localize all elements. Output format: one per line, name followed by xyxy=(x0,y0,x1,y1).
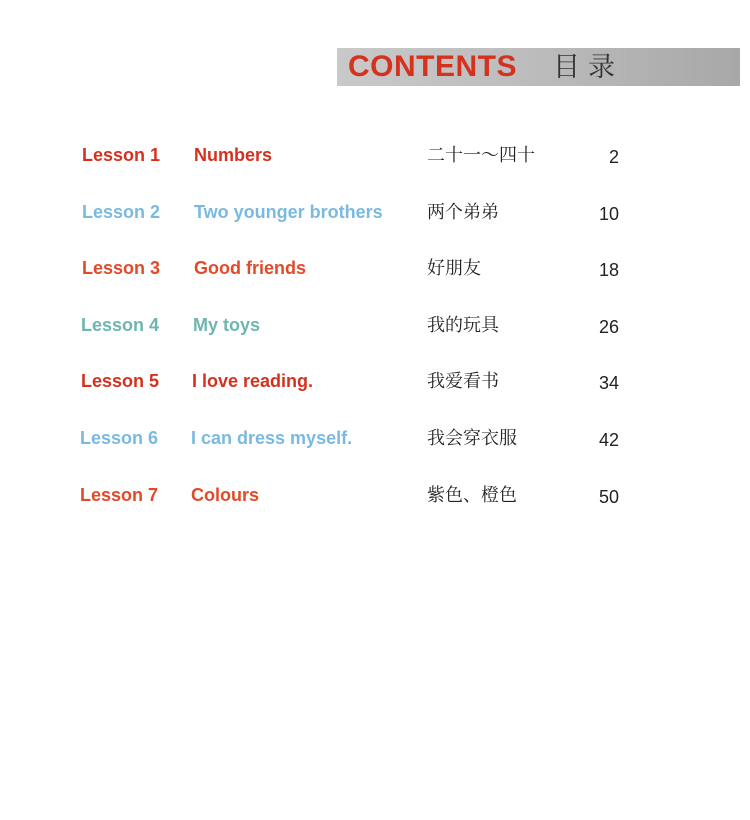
lesson-title: Numbers xyxy=(194,145,273,165)
toc-entry-lesson-7[interactable] xyxy=(0,483,750,513)
lesson-number: Lesson 1 xyxy=(82,145,161,165)
lesson-page-number: 50 xyxy=(598,487,619,507)
contents-subtitle: 目录 xyxy=(553,52,623,83)
lesson-chinese-title: 我的玩具 xyxy=(427,315,499,336)
lesson-page-number: 10 xyxy=(598,204,619,224)
lesson-title: Two younger brothers xyxy=(194,202,383,222)
toc-entry-lesson-3[interactable] xyxy=(0,256,750,286)
lesson-page-number: 18 xyxy=(598,260,619,280)
toc-entry-lesson-1[interactable] xyxy=(0,143,750,173)
lesson-title: Colours xyxy=(191,485,260,505)
lesson-title: Good friends xyxy=(194,258,306,278)
lesson-title: My toys xyxy=(193,315,261,335)
lesson-chinese-title: 两个弟弟 xyxy=(427,202,499,223)
toc-entry-lesson-6[interactable] xyxy=(0,426,750,456)
lesson-chinese-title: 紫色、橙色 xyxy=(427,485,517,506)
lesson-page-number: 34 xyxy=(598,373,619,393)
lesson-number: Lesson 3 xyxy=(82,258,161,278)
lesson-chinese-title: 好朋友 xyxy=(427,258,481,279)
lesson-number: Lesson 7 xyxy=(80,485,159,505)
contents-title: CONTENTS xyxy=(348,50,517,83)
lesson-chinese-title: 我爱看书 xyxy=(427,371,499,392)
lesson-title: I can dress myself. xyxy=(191,428,353,448)
lesson-chinese-title: 我会穿衣服 xyxy=(427,428,517,449)
toc-entry-lesson-5[interactable] xyxy=(0,369,750,399)
lesson-page-number: 26 xyxy=(598,317,619,337)
lesson-page-number: 2 xyxy=(608,147,619,167)
lesson-number: Lesson 5 xyxy=(81,371,160,391)
lesson-number: Lesson 4 xyxy=(81,315,160,335)
lesson-title: I love reading. xyxy=(192,371,314,391)
lesson-page-number: 42 xyxy=(598,430,619,450)
lesson-chinese-title: 二十一～四十 xyxy=(427,145,535,166)
toc-entry-lesson-4[interactable] xyxy=(0,313,750,343)
toc-entry-lesson-2[interactable] xyxy=(0,200,750,230)
lesson-number: Lesson 6 xyxy=(80,428,159,448)
lesson-number: Lesson 2 xyxy=(82,202,161,222)
